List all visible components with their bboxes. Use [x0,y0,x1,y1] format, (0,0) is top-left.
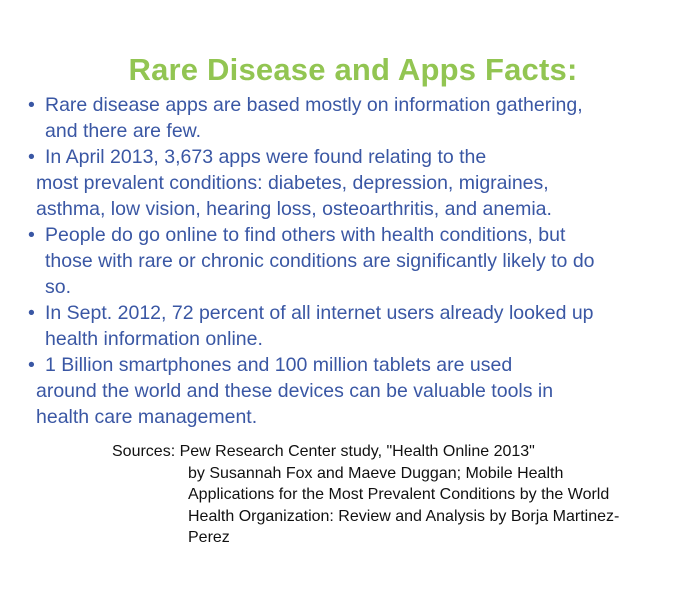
fact-2-line-1 [0,144,692,170]
bullet-icon: • [28,146,35,168]
fact-text: In Sept. 2012, 72 percent of all internet users already looked up [45,302,594,324]
fact-5-line-3 [0,404,692,430]
page-title: Rare Disease and Apps Facts: [128,52,578,87]
fact-text: health care management. [36,406,258,428]
fact-text: those with rare or chronic conditions are significantly likely to do [45,250,595,272]
sources-line-2: by Susannah Fox and Maeve Duggan; Mobile Health [188,464,564,482]
fact-5-line-2 [0,378,692,404]
fact-text: Rare disease apps are based mostly on information gathering, [45,94,583,116]
fact-text: 1 Billion smartphones and 100 million tablets are used [45,354,513,376]
fact-3-line-1 [0,222,692,248]
fact-4-line-1 [0,300,692,326]
fact-text: In April 2013, 3,673 apps were found relating to the [45,146,487,168]
bullet-icon: • [28,302,35,324]
sources-line-3: Applications for the Most Prevalent Conditions by the World [188,486,610,503]
bullet-icon: • [28,354,35,376]
bullet-icon: • [28,94,35,116]
fact-text: People do go online to find others with health conditions, but [45,224,566,246]
fact-4-line-2 [0,326,692,352]
fact-3-line-2 [0,248,692,274]
fact-1-line-1 [0,92,692,118]
sources-line-5: Perez [188,529,230,546]
facts-list [0,92,692,430]
fact-text: health information online. [45,328,263,350]
fact-3-line-3 [0,274,692,300]
fact-text: most prevalent conditions: diabetes, depression, migraines, [36,172,549,194]
fact-text: so. [45,276,72,298]
fact-text: and there are few. [45,120,202,142]
sources-line-1: Sources: Pew Research Center study, "Health Online 2013" [112,443,535,460]
bullet-icon: • [28,224,35,246]
fact-2-line-2 [0,170,692,196]
sources-line-4: Health Organization: Review and Analysis by Borja Martinez- [188,507,620,525]
fact-2-line-3 [0,196,692,222]
sources-block [0,441,692,549]
fact-text: asthma, low vision, hearing loss, osteoarthritis, and anemia. [36,198,552,220]
fact-5-line-1 [0,352,692,378]
fact-text: around the world and these devices can be valuable tools in [36,380,554,402]
fact-1-line-2 [0,118,692,144]
